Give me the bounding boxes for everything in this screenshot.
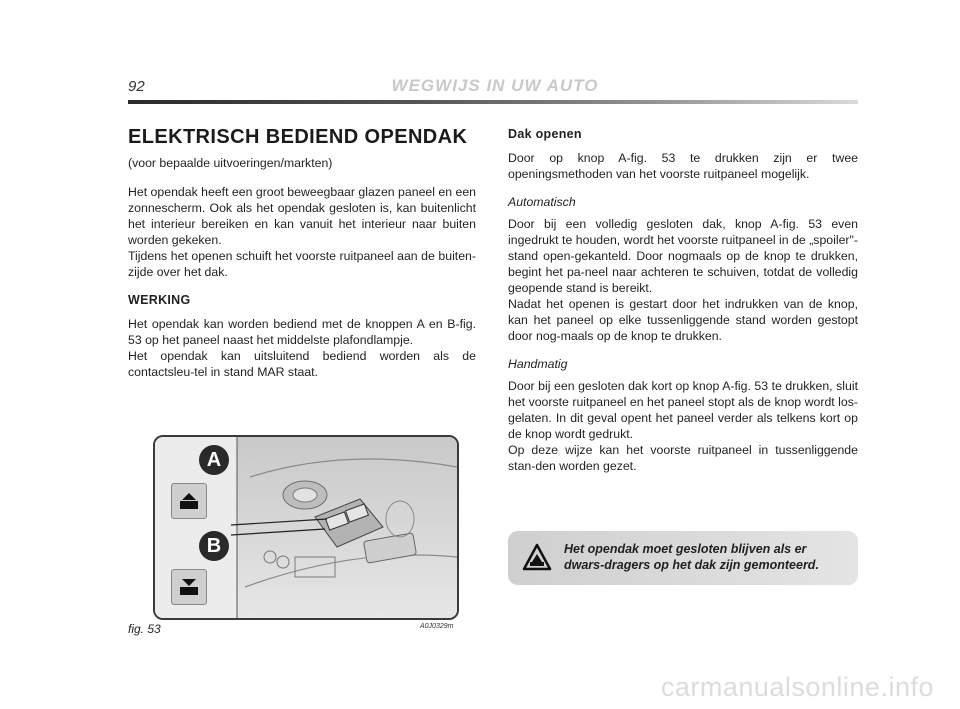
- handmatig-paragraph-1: Door bij een gesloten dak kort op knop A-fig. 53 te drukken, sluit het voorste ruitpaneel en het paneel stopt als de knop wordt los-gelaten. In dit geval opent het paneel verder als telkens kort op de knop wordt gedrukt.: [508, 379, 858, 441]
- automatisch-paragraph-2: Nadat het openen is gestart door het indrukken van de knop, kan het paneel op elke tussenliggende stand worden gestopt door nog-maals op de knop te drukken.: [508, 297, 858, 343]
- handmatig-paragraph-2: Op deze wijze kan het voorste ruitpaneel in tussenliggende stan-den worden gezet.: [508, 443, 858, 473]
- handmatig-label: Handmatig: [508, 357, 568, 371]
- automatisch-paragraph-1: Door bij een volledig gesloten dak, knop A-fig. 53 even ingedrukt te houden, wordt het voorste ruitpaneel in de „spoiler"-stand open-gekanteld. Door nogmaals op de knop te drukken, begint het pa-neel naar achteren te schuiven, totdat de volledig geopende stand is bereikt.: [508, 217, 858, 295]
- watermark: carmanualsonline.info: [660, 672, 934, 702]
- warning-box: [508, 531, 858, 585]
- dak-openen-heading: Dak openen: [508, 127, 582, 141]
- subtitle: (voor bepaalde uitvoeringen/markten): [128, 156, 333, 170]
- button-b-label: B: [199, 531, 229, 561]
- figure-53-illustration: [153, 435, 459, 620]
- header-rule: [128, 100, 858, 104]
- button-a-label: A: [199, 445, 229, 475]
- roof-open-icon: [178, 491, 200, 511]
- warning-triangle-icon: [522, 543, 552, 571]
- figure-code: A0J0329m: [420, 623, 454, 630]
- right-column: [508, 126, 858, 474]
- intro-paragraph-2: Tijdens het openen schuift het voorste ruitpaneel aan de buiten-zijde over het dak.: [128, 249, 476, 279]
- werking-paragraph-1: Het opendak kan worden bediend met de knoppen A en B-fig. 53 op het paneel naast het middelste plafondlampje.: [128, 317, 476, 347]
- roof-close-icon: [178, 577, 200, 597]
- warning-text: Het opendak moet gesloten blijven als er dwars-dragers op het dak zijn gemonteerd.: [564, 542, 819, 572]
- werking-paragraph-2: Het opendak kan uitsluitend bediend worden als de contactsleu-tel in stand MAR staat.: [128, 349, 476, 379]
- werking-heading: WERKING: [128, 293, 191, 307]
- intro-paragraph-1: Het opendak heeft een groot beweegbaar glazen paneel en een zonnescherm. Ook als het opendak gesloten is, kan buitenlicht het interieur bereiken en kan vanuit het interieur naar buiten worden gekeken.: [128, 185, 477, 247]
- section-title: ELEKTRISCH BEDIEND OPENDAK: [128, 126, 468, 148]
- button-a-open: [171, 483, 207, 519]
- figure-caption: fig. 53: [128, 622, 161, 636]
- page-number: 92: [128, 78, 145, 95]
- dak-openen-paragraph: Door op knop A-fig. 53 te drukken zijn er twee openingsmethoden van het voorste ruitpaneel mogelijk.: [508, 151, 858, 181]
- running-head: WEGWIJS IN UW AUTO: [391, 76, 599, 95]
- automatisch-label: Automatisch: [508, 195, 576, 209]
- left-column: [128, 126, 476, 380]
- button-b-close: [171, 569, 207, 605]
